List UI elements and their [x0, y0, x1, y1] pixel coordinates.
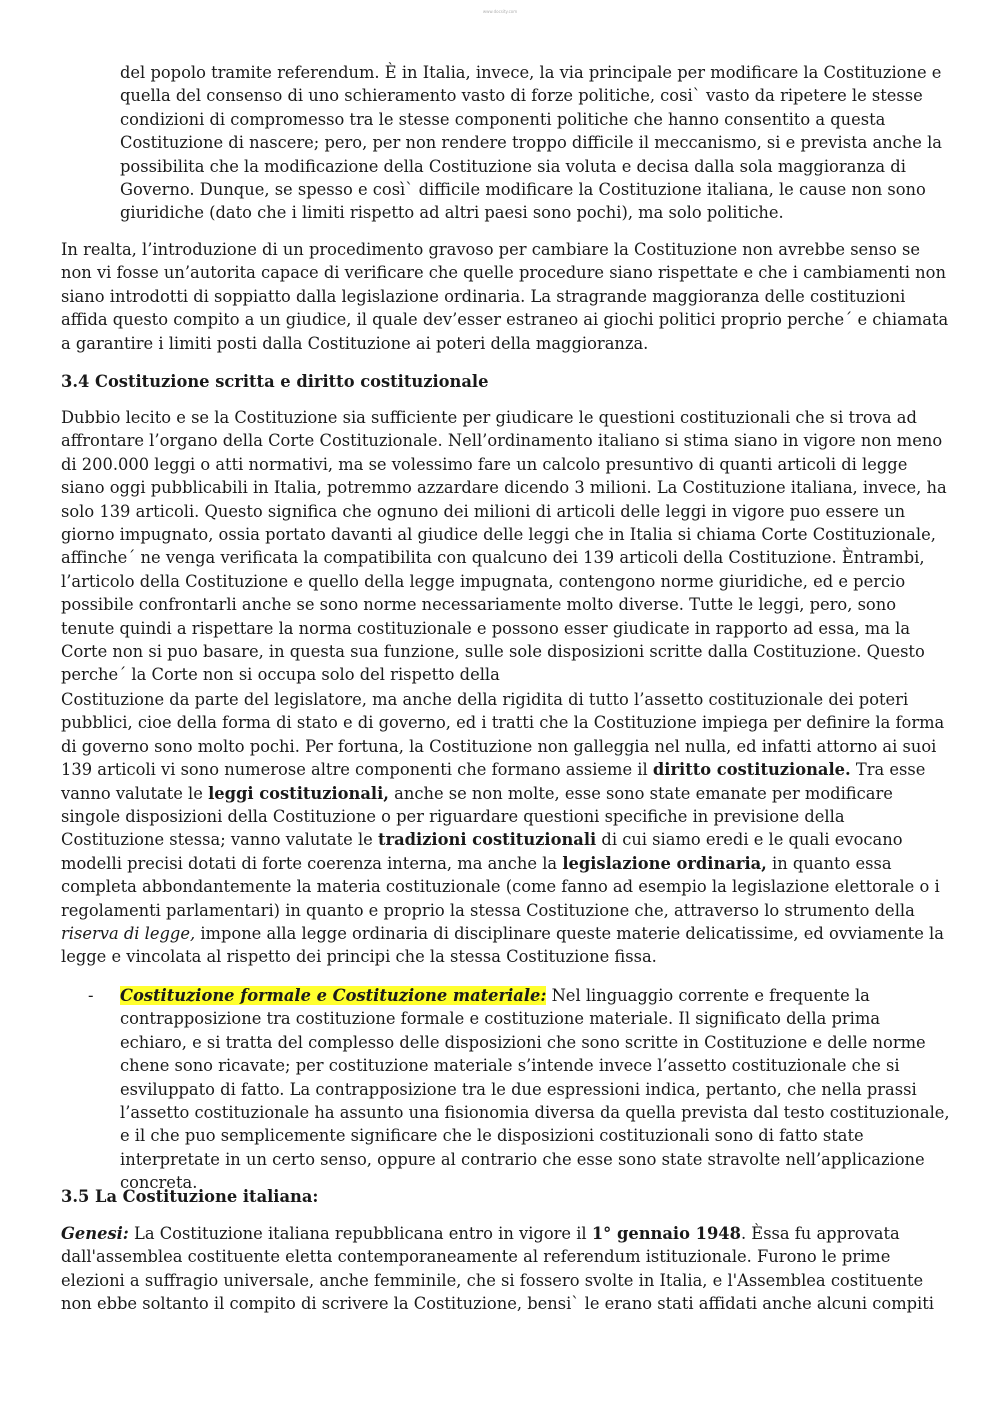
paragraph-referendum: del popolo tramite referendum. È in Italia, invece, la via principale per modificare la Costituzione e quella del consenso di uno schieramento vasto di forze politiche, cosi` vasto da ripetere le stesse condizioni di compromesso tra le stesse componenti politiche che hanno consentito a questa Costituzione di nascere; pero, per non rendere troppo difficile il meccanismo, si e prevista anche la possibilita che la modificazione della Costituzione sia voluta e decisa dalla sola maggioranza di Governo. Dunque, se spesso e così` difficile modificare la Costituzione italiana, le cause non sono giuridiche (dato che i limiti rispetto ad altri paesi sono pochi), ma solo politiche. — [120, 63, 943, 223]
term-tradizioni-costituzionali: tradizioni costituzionali — [377, 830, 597, 850]
text-span: in quanto essa completa abbondantemente la materia costituzionale (come fanno ad esempio la legislazione elettorale o i regolamenti parlamentari) in quanto e proprio la stessa Costituzione che, attraverso lo strumento della — [61, 853, 940, 920]
text-span: Costituzione da parte del legislatore, ma anche della rigidita di tutto l’assetto costituzionale dei poteri pubblici, cioe della forma di stato e di governo, ed i tratti che la Costituzione impiega per definire la forma di governo sono molto pochi. Per fortuna, la Costituzione non galleggia nel nulla, ed infatti attorno ai suoi 139 articoli vi sono numerose altre componenti che formano assieme il — [61, 690, 945, 780]
text-span: anche se non molte, esse sono state emanate per modificare singole disposizioni della Costituzione o per riguardare questioni specifiche in previsione della Costituzione stessa; vanno valutate le — [61, 783, 893, 850]
term-riserva-di-legge: riserva di legge, — [61, 924, 196, 944]
genesi-label: Genesi: — [61, 1224, 129, 1243]
bullet-formale-materiale — [120, 984, 950, 1195]
paragraph-costituzione-legislatore — [61, 688, 951, 969]
text-span: La Costituzione italiana repubblicana entro in vigore il — [128, 1224, 592, 1243]
term-leggi-costituzionali: leggi costituzionali, — [208, 783, 389, 803]
paragraph-genesi — [61, 1222, 951, 1316]
heading-3-5: 3.5 La Costituzione italiana: — [61, 1187, 319, 1206]
paragraph-realta: In realta, l’introduzione di un procedimento gravoso per cambiare la Costituzione non avrebbe senso se non vi fosse un’autorita capace di verificare che quelle procedure siano rispettate e che i cambiamenti non siano introdotti di soppiatto dalla legislazione ordinaria. La stragrande maggioranza delle costituzioni affida questo compito a un giudice, il quale dev’esser estraneo ai giochi politici proprio perche´ e chiamata a garantire i limiti posti dalla Costituzione ai poteri della maggioranza. — [61, 240, 949, 353]
header-watermark: www.docsity.com — [482, 9, 518, 14]
text-span: . Èssa fu approvata dall'assemblea costituente eletta contemporaneamente al referendum istituzionale. Furono le prime elezioni a suffragio universale, anche femminile, che si fossero svolte in Italia, e l'Assemblea costituente non ebbe soltanto il compito di scrivere la Costituzione, bensi` le erano stati affidati anche alcuni compiti — [61, 1224, 935, 1314]
bullet-dash: - — [88, 986, 94, 1005]
text-span: Tra esse vanno valutate le — [61, 760, 926, 803]
bullet-text: Nel linguaggio corrente e frequente la contrapposizione tra costituzione formale e costituzione materiale. Il significato della prima echiaro, e si tratta del complesso delle disposizioni che sono scritte in Costituzione e delle norme chene sono ricavate; per costituzione materiale s’intende invece l’assetto costituzionale che si esviluppato di fatto. La contrapposizione tra le due espressioni indica, pertanto, che nella prassi l’assetto costituzionale ha assunto una fisionomia diversa da quella prevista dal testo costituzionale, e il che puo semplicemente significare che le disposizioni costituzionali sono di fatto state interpretate in un certo senso, oppure al contrario che esse sono state stravolte nell’applicazione concreta. — [120, 986, 950, 1193]
term-legislazione-ordinaria: legislazione ordinaria, — [562, 853, 767, 873]
paragraph-dubbio: Dubbio lecito e se la Costituzione sia sufficiente per giudicare le questioni costituzionali che si trova ad affrontare l’organo della Corte Costituzionale. Nell’ordinamento italiano si stima siano in vigore non meno di 200.000 leggi o atti normativi, ma se volessimo fare un calcolo presuntivo di quanti articoli di legge siano oggi pubblicabili in Italia, potremmo azzardare dicendo 3 milioni. La Costituzione italiana, invece, ha solo 139 articoli. Questo significa che ognuno dei milioni di articoli delle leggi in vigore puo essere un giorno impugnato, ossia portato davanti al giudice delle leggi che in Italia si chiama Corte Costituzionale, affinche´ ne venga verificata la compatibilita con qualcuno dei 139 articoli della Costituzione. Èntrambi, l’articolo della Costituzione e quello della legge impugnata, contengono norme giuridiche, ed e percio possibile confrontarli anche se sono norme necessariamente molto diverse. Tutte le leggi, pero, sono tenute quindi a rispettare la norma costituzionale e possono esser giudicate in rapporto ad essa, ma la Corte non si puo basare, in questa sua funzione, sulle sole disposizioni scritte dalla Costituzione. Questo perche´ la Corte non si occupa solo del rispetto della — [61, 408, 947, 685]
text-span: di cui siamo eredi e le quali evocano modelli precisi dotati di forte coerenza interna, ma anche la — [61, 830, 903, 873]
highlighted-label: Costituzione formale e Costituzione materiale: — [120, 986, 547, 1005]
date-1948: 1° gennaio 1948 — [591, 1224, 741, 1243]
text-span: impone alla legge ordinaria di disciplinare queste materie delicatissime, ed ovviamente la legge e vincolata al rispetto dei principi che la stessa Costituzione fissa. — [61, 924, 944, 967]
term-diritto-costituzionale: diritto costituzionale. — [652, 760, 851, 780]
heading-3-4: 3.4 Costituzione scritta e diritto costituzionale — [61, 372, 489, 391]
